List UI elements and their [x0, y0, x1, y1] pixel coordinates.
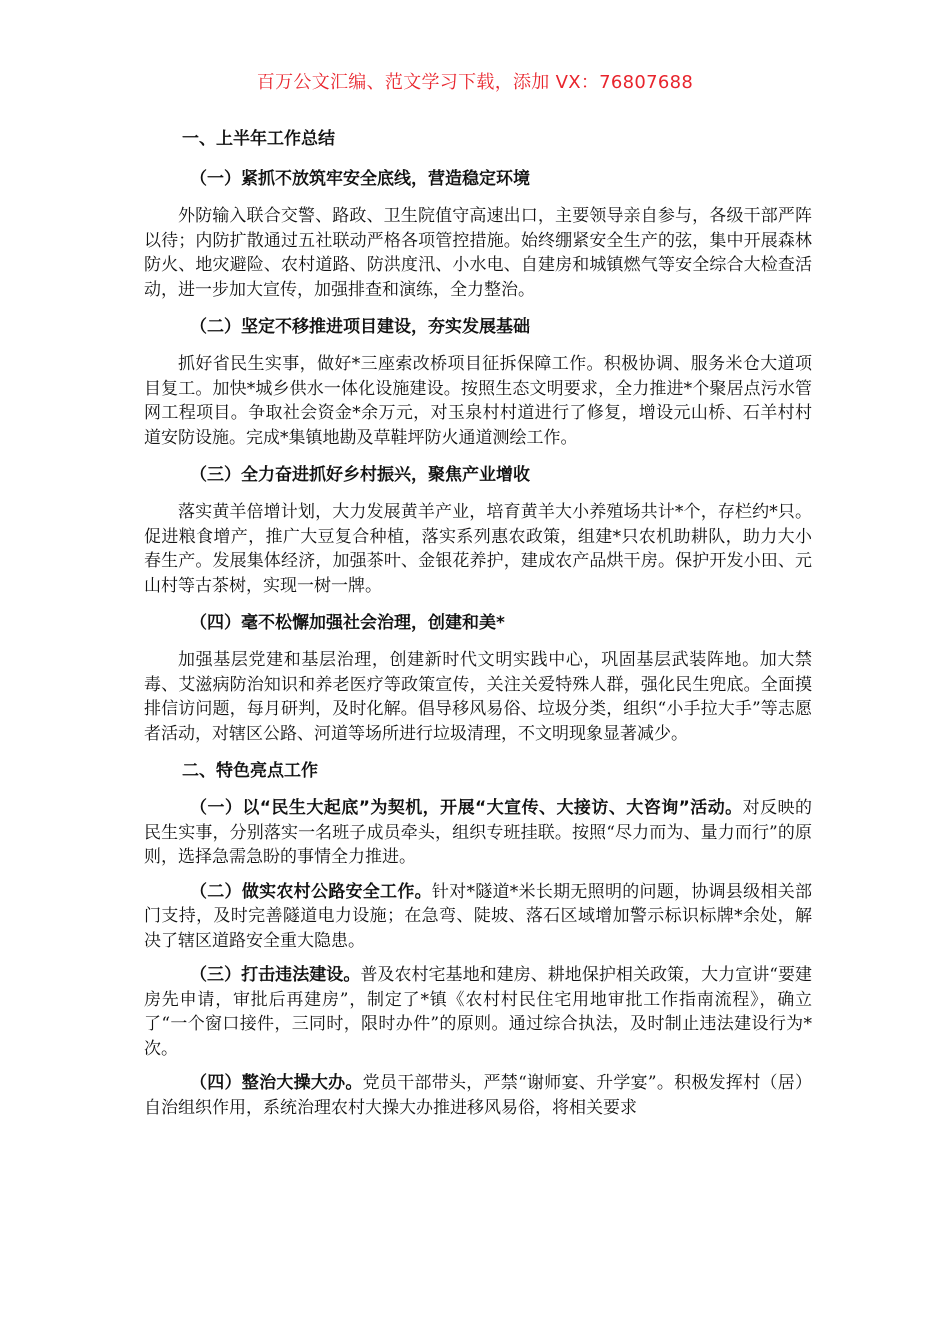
section-1-paragraph-1: 外防输入联合交警、路政、卫生院值守高速出口，主要领导亲自参与，各级干部严阵以待；内防扩散通过五社联动严格各项管控措施。始终绷紧安全生产的弦，集中开展森林防火、地灾避险、农村道路、防洪度汛、小水电、自建房和城镇燃气等安全综合大检查活动，进一步加大宣传，加强排查和演练，全力整治。: [144, 206, 812, 300]
section-2-item-4-lead: （四）整治大操大办。: [190, 1073, 363, 1093]
section-2-item-4: [144, 1071, 812, 1120]
section-2-item-1-lead: （一）以“民生大起底”为契机，开展“大宣传、大接访、大咨询”活动。: [190, 798, 743, 818]
section-2-item-2: [144, 880, 812, 954]
section-2-item-2-lead: （二）做实农村公路安全工作。: [190, 881, 432, 902]
section-1-heading-3: （三）全力奋进抓好乡村振兴，聚焦产业增收: [190, 465, 530, 485]
section-1-heading-4: （四）毫不松懈加强社会治理，创建和美*: [190, 613, 505, 633]
header-banner: 百万公文汇编、范文学习下载，添加 VX：76807688: [256, 72, 694, 93]
section-1-heading-2: （二）坚定不移推进项目建设，夯实发展基础: [190, 317, 530, 337]
section-1-paragraph-3: 落实黄羊倍增计划，大力发展黄羊产业，培育黄羊大小养殖场共计*个，存栏约*只。促进粮食增产，推广大豆复合种植，落实系列惠农政策，组建*只农机助耕队，助力大小春生产。发展集体经济，加强茶叶、金银花养护，建成农产品烘干房。保护开发小田、元山村等古茶树，实现一树一牌。: [144, 502, 812, 596]
section-2-item-2-body: 针对*隧道*米长期无照明的问题，协调县级相关部门支持，及时完善隧道电力设施；在急弯、陡坡、落石区域增加警示标识标牌*余处，解决了辖区道路安全重大隐患。: [144, 881, 813, 951]
section-2-item-4-body: 党员干部带头，严禁“谢师宴、升学宴”。积极发挥村（居）自治组织作用，系统治理农村大操大办推进移风易俗，将相关要求: [144, 1073, 812, 1118]
section-1-title: 一、上半年工作总结: [182, 129, 335, 149]
section-2-title: 二、特色亮点工作: [182, 761, 318, 781]
section-2-item-3: [144, 963, 812, 1061]
section-2-item-3-lead: （三）打击违法建设。: [190, 965, 361, 985]
section-1-heading-1: （一）紧抓不放筑牢安全底线，营造稳定环境: [190, 169, 530, 189]
section-1-paragraph-4: 加强基层党建和基层治理，创建新时代文明实践中心，巩固基层武装阵地。加大禁毒、艾滋病防治知识和养老医疗等政策宣传，关注关爱特殊人群，强化民生兜底。全面摸排信访问题，每月研判，及时化解。倡导移风易俗、垃圾分类，组织“小手拉大手”等志愿者活动，对辖区公路、河道等场所进行垃圾清理，不文明现象显著减少。: [144, 650, 812, 744]
section-1-paragraph-2: 抓好省民生实事，做好*三座索改桥项目征拆保障工作。积极协调、服务米仓大道项目复工。加快*城乡供水一体化设施建设。按照生态文明要求，全力推进*个聚居点污水管网工程项目。争取社会资金*余万元，对玉泉村村道进行了修复，增设元山桥、石羊村村道安防设施。完成*集镇地勘及草鞋坪防火通道测绘工作。: [144, 354, 812, 448]
section-2-item-1-body: 对反映的民生实事，分别落实一名班子成员牵头，组织专班挂联。按照“尽力而为、量力而行”的原则，选择急需急盼的事情全力推进。: [144, 798, 812, 867]
document-body: [144, 124, 813, 1130]
section-2-item-1: [144, 796, 812, 870]
section-2-item-3-body: 普及农村宅基地和建房、耕地保护相关政策，大力宣讲“要建房先申请，审批后再建房”，制定了*镇《农村村民住宅用地审批工作指南流程》，确立了“一个窗口接件，三同时，限时办件”的原则。通过综合执法，及时制止违法建设行为*次。: [144, 965, 813, 1059]
